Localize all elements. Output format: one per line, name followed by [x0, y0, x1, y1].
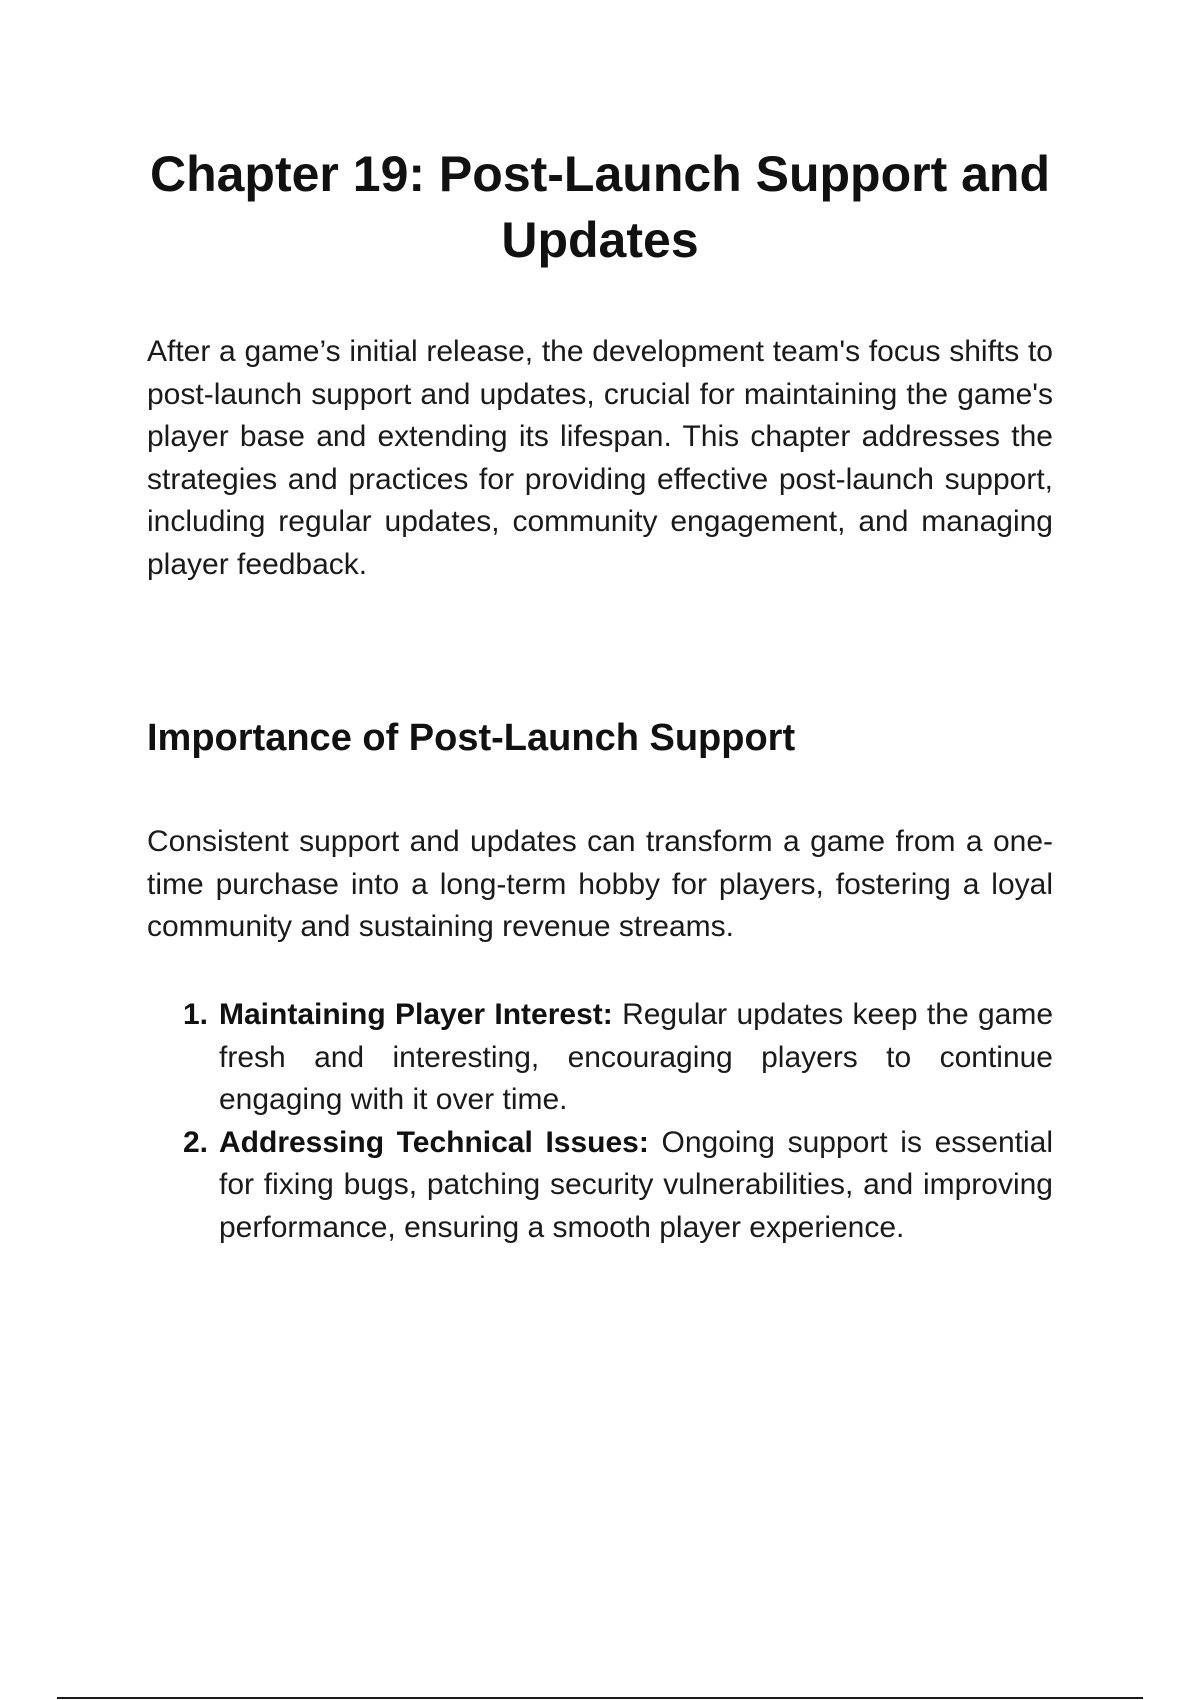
section-heading: Importance of Post-Launch Support [147, 717, 796, 759]
list-item-term: Maintaining Player Interest: [219, 998, 623, 1031]
intro-paragraph: After a game’s initial release, the development team's focus shifts to post-launch support and updates, crucial for maintaining the game's player base and extending its lifespan. This chapter addresses the strategies and practices for providing effective post-launch support, including regular updates, community engagement, and managing player feedback. [147, 335, 1053, 581]
section-paragraph: Consistent support and updates can transform a game from a one-time purchase into a long-term hobby for players, fostering a loyal community and sustaining revenue streams. [147, 825, 1053, 943]
list-item-text: Regular updates keep the game fresh and interesting, encouraging players to continue engaging with it over time. [219, 998, 1054, 1116]
list-item-number: 2. [183, 1125, 209, 1159]
list-item-term: Addressing Technical Issues: [219, 1125, 662, 1159]
numbered-list [147, 994, 1053, 1249]
list-item-text: Ongoing support is essential for fixing bugs, patching security vulnerabilities, and improving performance, ensuring a smooth player experience. [219, 1125, 1053, 1244]
list-item [147, 994, 1053, 1122]
list-item [147, 1122, 1053, 1250]
footer-divider [57, 1697, 1143, 1699]
chapter-title: Chapter 19: Post-Launch Support and Updates [149, 146, 1051, 268]
list-item-number: 1. [183, 998, 209, 1031]
